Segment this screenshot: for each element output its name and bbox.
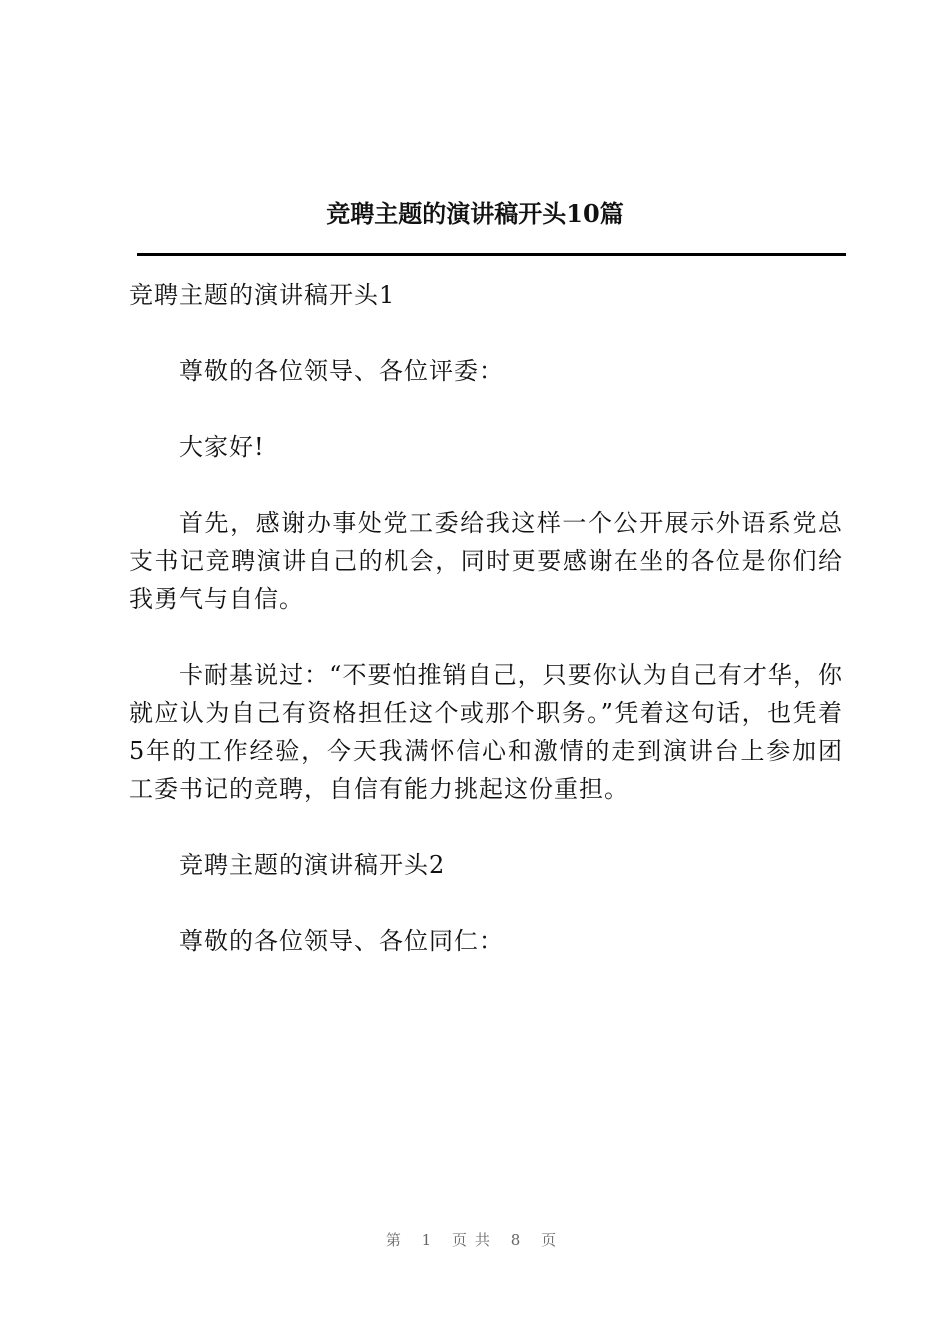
body-paragraph-2: 卡耐基说过：“不要怕推销自己，只要你认为自己有才华，你就应认为自己有资格担任这个或那个职务。”凭着这句话，也凭着5年的工作经验，今天我满怀信心和激情的走到演讲台上参加团工委书记的竞聘，自信有能力挑起这份重担。 [129,661,843,803]
title-divider [137,253,846,256]
document-title: 竞聘主题的演讲稿开头10篇 [326,199,624,228]
salutation-1: 尊敬的各位领导、各位评委： [179,357,504,385]
section-heading-2: 竞聘主题的演讲稿开头2 [179,851,446,879]
page-footer: 第 1 页共 8 页 [385,1231,565,1249]
salutation-2: 尊敬的各位领导、各位同仁： [179,927,504,955]
document-body [129,276,843,998]
section-heading-1: 竞聘主题的演讲稿开头1 [129,281,396,309]
greeting: 大家好! [179,433,265,461]
body-paragraph-1: 首先，感谢办事处党工委给我这样一个公开展示外语系党总支书记竞聘演讲自己的机会，同时更要感谢在坐的各位是你们给我勇气与自信。 [129,509,843,613]
